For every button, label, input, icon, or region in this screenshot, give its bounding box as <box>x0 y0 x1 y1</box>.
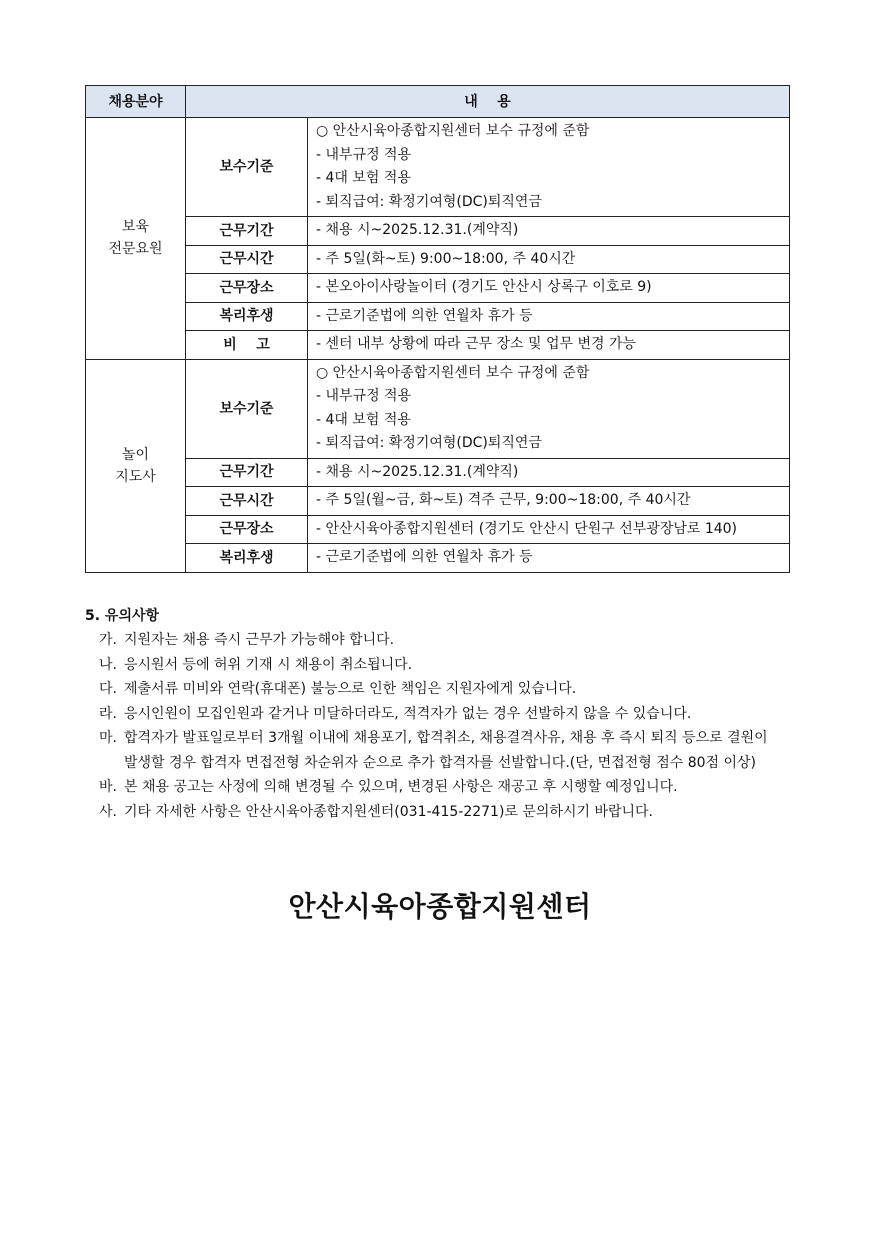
header-field: 채용분야 <box>86 86 186 118</box>
note-item <box>85 702 785 727</box>
item-cell: 근무기간 <box>186 458 308 487</box>
recruitment-table <box>85 85 790 573</box>
field-name-line: 보육 <box>121 219 150 236</box>
note-item <box>85 677 785 702</box>
content-line: ○ 안산시육아종합지원센터 보수 규정에 준함 <box>316 364 590 381</box>
table-body <box>86 118 790 573</box>
table-row <box>86 487 790 516</box>
content-line: - 안산시육아종합지원센터 (경기도 안산시 단원구 선부광장남로 140) <box>316 520 738 537</box>
note-text: 기타 자세한 사항은 안산시육아종합지원센터(031-415-2271)로 문의하시기 바랍니다. <box>124 803 653 820</box>
content-line: - 채용 시~2025.12.31.(계약직) <box>316 463 519 480</box>
item-cell: 근무기간 <box>186 217 308 246</box>
field-cell <box>86 359 186 572</box>
content-cell <box>308 359 790 458</box>
note-item <box>85 800 785 825</box>
content-line: - 근로기준법에 의한 연월차 휴가 등 <box>316 549 533 565</box>
item-cell: 보수기준 <box>186 118 308 217</box>
note-item <box>85 628 785 653</box>
content-cell <box>308 274 790 303</box>
table-row <box>86 302 790 331</box>
item-cell: 복리후생 <box>186 544 308 573</box>
note-marker: 사. <box>99 803 117 820</box>
content-cell <box>308 515 790 544</box>
note-text: 지원자는 채용 즉시 근무가 가능해야 합니다. <box>124 632 395 648</box>
note-marker: 나. <box>99 656 117 673</box>
content-cell <box>308 245 790 274</box>
table-row <box>86 217 790 246</box>
table-row <box>86 515 790 544</box>
note-text: 응시인원이 모집인원과 같거나 미달하더라도, 적격자가 없는 경우 선발하지 않을 수 있습니다. <box>124 705 692 722</box>
table-header-row <box>86 86 790 118</box>
content-line: - 채용 시~2025.12.31.(계약직) <box>316 222 519 238</box>
item-cell: 근무장소 <box>186 274 308 303</box>
item-cell: 복리후생 <box>186 302 308 331</box>
note-item <box>85 775 785 800</box>
content-line: - 근로기준법에 의한 연월차 휴가 등 <box>316 307 533 324</box>
content-cell <box>308 331 790 360</box>
content-cell <box>308 458 790 487</box>
content-line: - 내부규정 적용 <box>316 146 412 163</box>
note-text: 본 채용 공고는 사정에 의해 변경될 수 있으며, 변경된 사항은 재공고 후 시행할 예정입니다. <box>124 779 678 795</box>
item-cell: 근무장소 <box>186 515 308 544</box>
notes-section <box>85 604 785 824</box>
notes-title: 5. 유의사항 <box>85 608 160 624</box>
content-cell <box>308 544 790 573</box>
table-row <box>86 331 790 360</box>
content-cell <box>308 487 790 516</box>
content-cell <box>308 302 790 331</box>
content-line: - 4대 보험 적용 <box>316 411 411 428</box>
table-row <box>86 245 790 274</box>
content-line: ○ 안산시육아종합지원센터 보수 규정에 준함 <box>316 123 590 139</box>
table-row <box>86 359 790 458</box>
item-cell: 비 고 <box>186 331 308 360</box>
note-marker: 마. <box>99 730 117 746</box>
content-line: - 본오아이사랑놀이터 (경기도 안산시 상록구 이호로 9) <box>316 279 652 295</box>
item-cell: 보수기준 <box>186 359 308 458</box>
note-marker: 바. <box>99 779 117 795</box>
content-line: - 4대 보험 적용 <box>316 170 411 186</box>
note-text: 합격자가 발표일로부터 3개월 이내에 채용포기, 합격취소, 채용결격사유, 채용 후 즉시 퇴직 등으로 결원이 발생할 경우 합격자 면접전형 차순위자 순으로 추가 합격자를 선발합니다.(단, 면접전형 점수 80점 이상) <box>124 730 768 771</box>
organization-name: 안산시육아종합지원센터 <box>288 890 592 923</box>
notes-list <box>85 628 785 824</box>
table-row <box>86 118 790 217</box>
table-row <box>86 544 790 573</box>
content-line: - 내부규정 적용 <box>316 388 412 404</box>
note-marker: 가. <box>99 632 117 648</box>
content-cell <box>308 217 790 246</box>
field-name-line: 놀이 <box>121 446 150 463</box>
note-item <box>85 653 785 678</box>
content-cell <box>308 118 790 217</box>
content-line: - 퇴직급여: 확정기여형(DC)퇴직연금 <box>316 435 542 451</box>
note-marker: 라. <box>99 705 117 722</box>
table-row <box>86 274 790 303</box>
note-marker: 다. <box>99 681 117 697</box>
note-text: 제출서류 미비와 연락(휴대폰) 불능으로 인한 책임은 지원자에게 있습니다. <box>124 681 577 697</box>
content-line: - 퇴직급여: 확정기여형(DC)퇴직연금 <box>316 193 542 210</box>
content-line: - 센터 내부 상황에 따라 근무 장소 및 업무 변경 가능 <box>316 336 637 352</box>
field-cell <box>86 118 186 360</box>
content-line: - 주 5일(화~토) 9:00~18:00, 주 40시간 <box>316 250 576 267</box>
field-name-line: 지도사 <box>115 468 156 485</box>
item-cell: 근무시간 <box>186 487 308 516</box>
header-content: 내 용 <box>186 86 790 118</box>
table-row <box>86 458 790 487</box>
note-item <box>85 726 785 775</box>
field-name-line: 전문요원 <box>108 241 163 258</box>
item-cell: 근무시간 <box>186 245 308 274</box>
note-text: 응시원서 등에 허위 기재 시 채용이 취소됩니다. <box>124 656 413 673</box>
content-line: - 주 5일(월~금, 화~토) 격주 근무, 9:00~18:00, 주 40시간 <box>316 492 691 508</box>
